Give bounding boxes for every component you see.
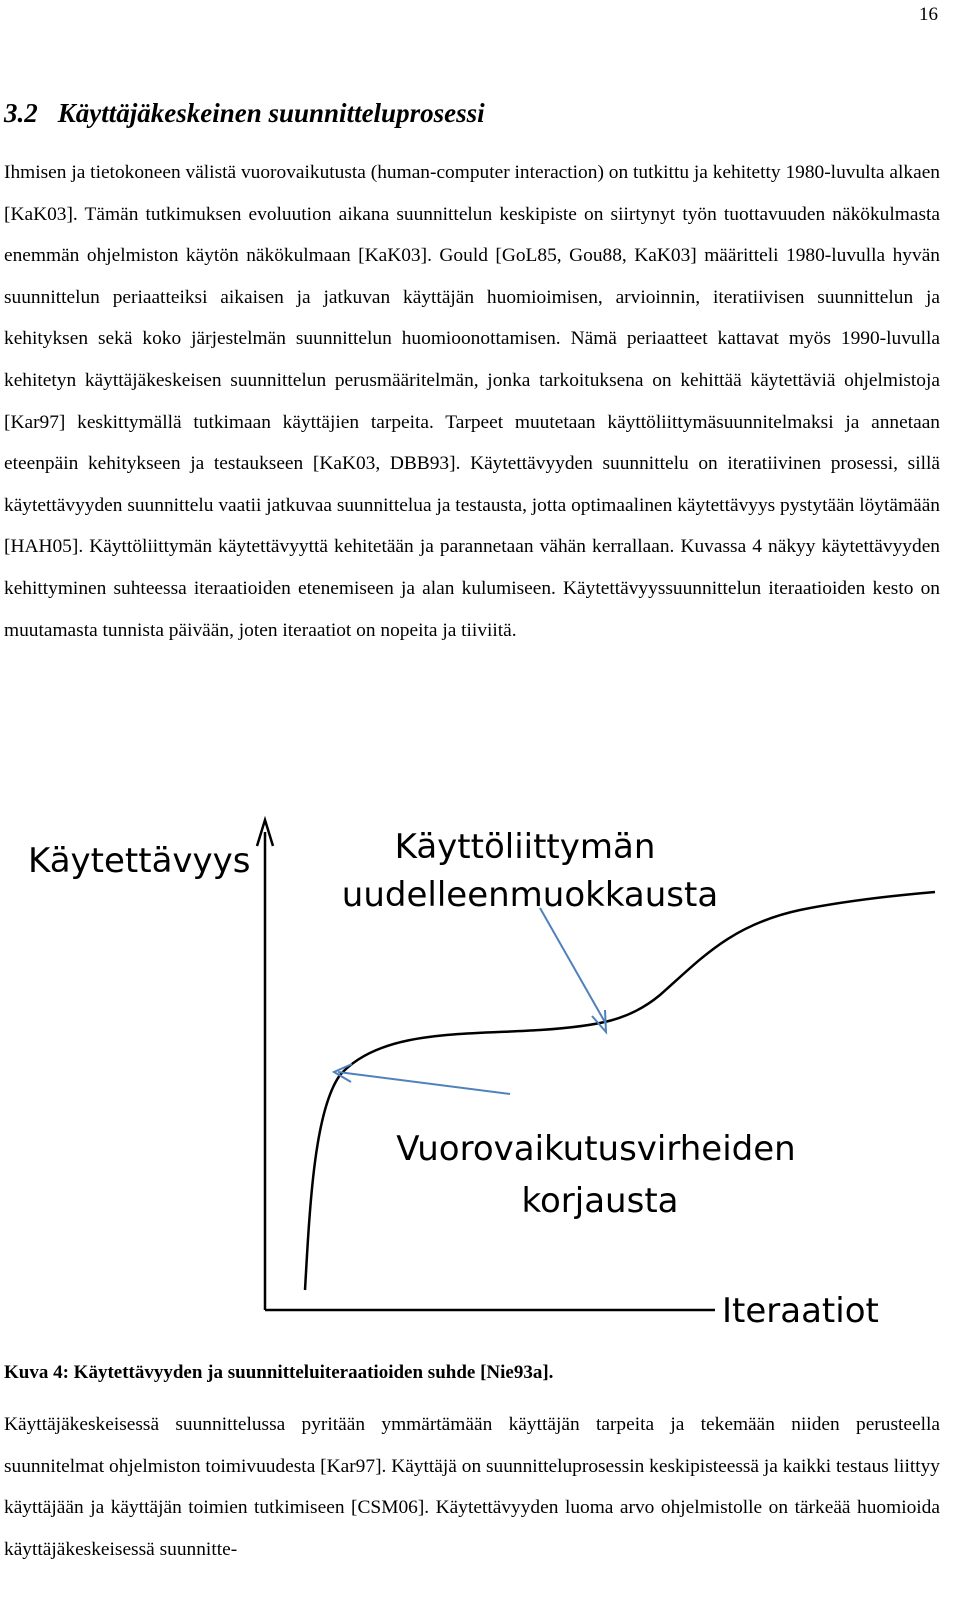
annotation-top-line-1: Käyttöliittymän xyxy=(394,827,656,867)
body-paragraph-2: Käyttäjäkeskeisessä suunnittelussa pyritään ymmärtämään käyttäjän tarpeita ja tekemään niiden perusteella suunnitelmat ohjelmiston toimivuudesta [Kar97]. Käyttäjä on suunnitteluprosessin keskipisteessä ja kaikki testaus liittyy käyttäjään ja käyttäjän toimien tutkimiseen [CSM06]. Käytettävyyden luoma arvo ohjelmistolle on tärkeää huomioida käyttäjäkeskeisessä suunnitte- xyxy=(4,1414,940,1560)
section-title: Käyttäjäkeskeinen suunnitteluprosessi xyxy=(57,98,485,128)
y-axis-label: Käytettävyys xyxy=(28,841,251,881)
section-number: 3.2 xyxy=(4,98,38,128)
arrow-fix-line xyxy=(338,1072,510,1094)
annotation-top-line-2: uudelleenmuokkausta xyxy=(341,875,719,915)
figure-svg xyxy=(0,810,960,1350)
annotation-bottom-line-1: Vuorovaikutusvirheiden xyxy=(396,1129,796,1169)
x-axis-label: Iteraatiot xyxy=(722,1291,879,1331)
annotation-bottom-line-2: korjausta xyxy=(521,1181,679,1221)
usability-iteration-figure xyxy=(0,810,960,1350)
body-paragraph-1: Ihmisen ja tietokoneen välistä vuorovaikutusta (human-computer interaction) on tutkittu ja kehitetty 1980-luvulta alkaen [KaK03]. Tämän tutkimuksen evoluution aikana suunnittelun keskipiste on siirtynyt työn tuottavuuden näkökulmasta enemmän ohjelmiston käytön näkökulmaan [KaK03]. Gould [GoL85, Gou88, KaK03] määritteli 1980-luvulla hyvän suunnittelun periaatteiksi aikaisen ja jatkuvan käyttäjän huomioimisen, arvioinnin, iteratiivisen suunnittelun ja kehityksen sekä koko järjestelmän suunnittelun huomioonottamisen. Nämä periaatteet kattavat myös 1990-luvulla kehitetyn käyttäjäkeskeisen suunnittelun perusmääritelmän, jonka tarkoituksena on kehittää käytettäviä ohjelmistoja [Kar97] keskittymällä tutkimaan käyttäjien tarpeita. Tarpeet muutetaan käyttöliittymäsuunnitelmaksi ja annetaan eteenpäin kehitykseen ja testaukseen [KaK03, DBB93]. Käytettävyyden suunnittelu on iteratiivinen prosessi, sillä käytettävyyden suunnittelu vaatii jatkuvaa suunnittelua ja testausta, jotta optimaalinen käytettävyys pystytään löytämään [HAH05]. Käyttöliittymän käytettävyyttä kehitetään ja parannetaan vähän kerrallaan. Kuvassa 4 näkyy käytettävyyden kehittyminen suhteessa iteraatioiden etenemiseen ja alan kulumiseen. Käytettävyyssuunnittelun iteraatioiden kesto on muutamasta tunnista päivään, joten iteraatiot on nopeita ja tiiviitä. xyxy=(4,162,940,641)
page-number: 16 xyxy=(919,4,938,25)
section-heading xyxy=(4,98,485,129)
usability-curve xyxy=(305,892,935,1290)
figure-caption: Kuva 4: Käytettävyyden ja suunnitteluiteraatioiden suhde [Nie93a]. xyxy=(4,1362,554,1383)
arrow-redesign-line xyxy=(540,908,606,1024)
